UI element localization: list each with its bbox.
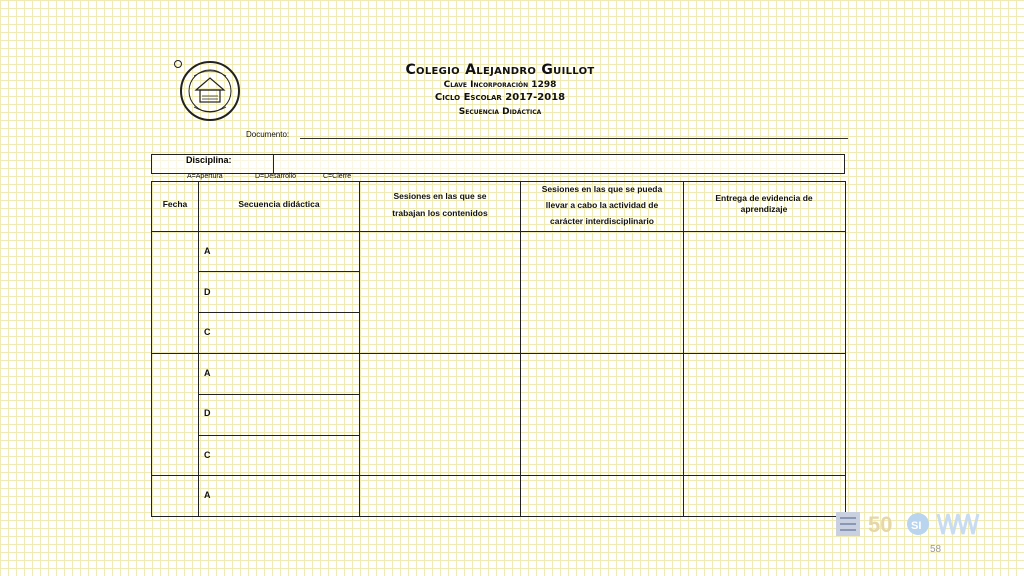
header-title-block: [330, 62, 670, 118]
svg-text:50: 50: [868, 512, 893, 537]
header-sesiones-contenidos-line1: Sesiones en las que se: [393, 191, 487, 201]
table-row-divider: [198, 394, 360, 395]
table-row-divider: [198, 271, 360, 272]
table-group-divider: [151, 475, 845, 476]
document-type: Secuencia Didáctica: [458, 107, 542, 117]
page-number: 58: [930, 544, 942, 555]
legend-apertura: A=Apertura: [187, 173, 223, 180]
header-inter-line3: carácter interdisciplinario: [550, 216, 654, 226]
row-label-apertura: A: [204, 246, 211, 256]
header-sesiones-interdisciplinario: [521, 181, 683, 229]
header-fecha: Fecha: [162, 199, 188, 209]
header-inter-line1: Sesiones en las que se pueda: [541, 184, 663, 194]
legend-desarrollo: D=Desarrollo: [255, 173, 297, 180]
legend-cierre: C=Cierre: [323, 173, 352, 180]
table-row-divider: [198, 312, 360, 313]
header-sesiones-contenidos-line2: trabajan los contenidos: [392, 208, 488, 218]
table-header-divider: [151, 231, 845, 232]
documento-field[interactable]: [300, 138, 848, 139]
documento-label: Documento:: [246, 130, 290, 139]
table-group-divider: [151, 353, 845, 354]
disciplina-label: Disciplina:: [186, 155, 232, 165]
school-name: Colegio Alejandro Guillot: [405, 62, 595, 78]
header-entrega: [684, 193, 844, 215]
clave-incorporacion: Clave Incorporación 1298: [443, 80, 557, 90]
row-label-cierre: C: [204, 327, 211, 337]
row-label-cierre: C: [204, 450, 211, 460]
ciclo-escolar: Ciclo Escolar 2017-2018: [434, 92, 566, 103]
header-entrega-line2: aprendizaje: [740, 204, 788, 214]
disciplina-field[interactable]: [274, 155, 842, 172]
school-seal-logo-icon: [172, 60, 242, 122]
svg-text:SI: SI: [911, 520, 922, 532]
row-label-apertura: A: [204, 368, 211, 378]
partner-logos-icon: [834, 510, 996, 538]
header-inter-line2: llevar a cabo la actividad de: [545, 200, 659, 210]
table-row-divider: [198, 435, 360, 436]
row-label-desarrollo: D: [204, 287, 211, 297]
header-entrega-line1: Entrega de evidencia de: [715, 193, 813, 203]
header-sesiones-contenidos: [360, 188, 520, 222]
row-label-apertura: A: [204, 490, 211, 500]
header-secuencia: Secuencia didáctica: [238, 199, 320, 209]
row-label-desarrollo: D: [204, 408, 211, 418]
